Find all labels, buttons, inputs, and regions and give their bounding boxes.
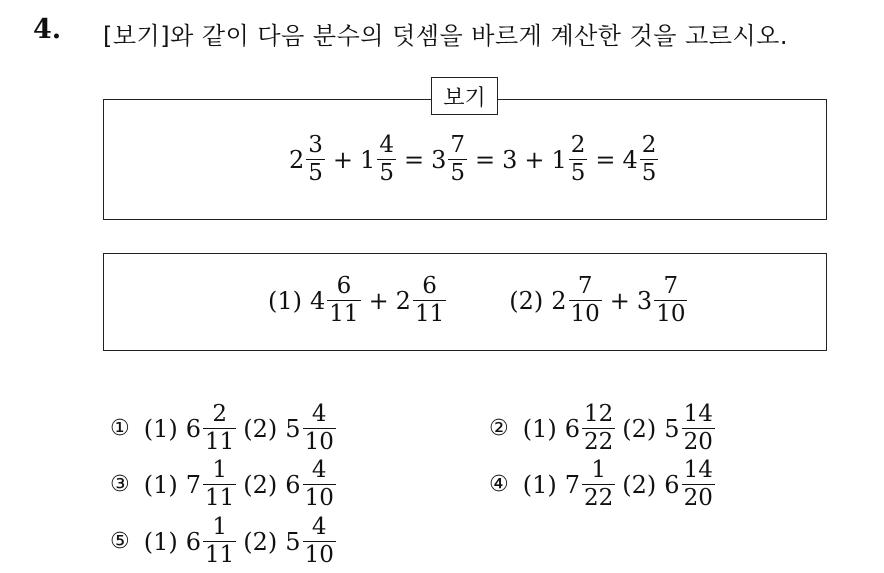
fraction	[582, 403, 615, 454]
denominator: 11	[329, 301, 359, 327]
choice-label: (1)	[143, 527, 178, 556]
denominator: 11	[205, 542, 235, 568]
choice-5[interactable]	[110, 516, 337, 567]
choice-2[interactable]	[489, 403, 716, 454]
denominator: 5	[379, 160, 394, 186]
numerator: 4	[311, 401, 327, 427]
denominator: 10	[304, 429, 334, 455]
numerator: 3	[308, 132, 323, 158]
denominator: 20	[683, 429, 713, 455]
choice-label: (1)	[143, 470, 178, 499]
numerator: 2	[641, 132, 657, 158]
question-number: 4.	[33, 14, 62, 45]
choice-label: (1)	[522, 470, 557, 499]
fraction	[682, 459, 715, 510]
plus-sign: +	[368, 286, 389, 315]
denominator: 11	[414, 301, 445, 327]
problems-row	[268, 275, 688, 326]
choice-label: (2)	[243, 470, 278, 499]
fraction	[413, 275, 446, 326]
mixed-whole: 1	[551, 145, 567, 174]
denominator: 5	[450, 160, 465, 186]
fraction	[303, 459, 336, 510]
numerator: 4	[311, 457, 327, 483]
fraction	[203, 459, 236, 510]
plus-sign: +	[332, 145, 354, 174]
fraction	[377, 134, 396, 185]
choice-1[interactable]	[110, 403, 337, 454]
numerator: 1	[212, 514, 227, 540]
denominator: 22	[584, 485, 614, 511]
example-box-title: 보기	[431, 77, 498, 115]
numerator: 2	[212, 401, 227, 427]
plus-sign: +	[524, 145, 545, 174]
mixed-whole: 5	[285, 527, 301, 556]
mixed-whole: 7	[185, 470, 202, 499]
numerator: 2	[570, 132, 586, 158]
fraction	[448, 134, 467, 185]
fraction	[203, 403, 236, 454]
problem-label: (2)	[509, 286, 544, 315]
choice-marker[interactable]: ③	[110, 472, 130, 497]
choice-label: (2)	[622, 470, 657, 499]
choice-label: (2)	[243, 527, 278, 556]
choice-4[interactable]	[489, 459, 716, 510]
numerator: 6	[336, 273, 352, 299]
numerator: 12	[584, 401, 614, 427]
numerator: 1	[212, 457, 227, 483]
mixed-whole: 2	[551, 286, 567, 315]
fraction	[306, 134, 325, 185]
numerator: 1	[591, 457, 606, 483]
mixed-whole: 3	[636, 286, 653, 315]
mixed-whole: 2	[289, 145, 305, 174]
choice-marker[interactable]: ①	[110, 416, 130, 441]
numerator: 6	[422, 273, 437, 299]
example-expression	[289, 134, 659, 185]
fraction	[327, 275, 360, 326]
plus-sign: +	[609, 286, 630, 315]
mixed-whole: 5	[285, 414, 301, 443]
mixed-whole: 4	[622, 145, 638, 174]
denominator: 11	[205, 429, 235, 455]
denominator: 5	[641, 160, 657, 186]
denominator: 10	[304, 485, 334, 511]
choice-marker[interactable]: ④	[489, 472, 509, 497]
fraction	[682, 403, 715, 454]
fraction	[569, 275, 602, 326]
choice-marker[interactable]: ②	[489, 416, 509, 441]
denominator: 10	[304, 542, 334, 568]
choice-3[interactable]	[110, 459, 337, 510]
mixed-whole: 6	[564, 414, 581, 443]
fraction	[582, 459, 615, 510]
problem-label: (1)	[268, 286, 302, 315]
numerator: 7	[577, 273, 593, 299]
numerator: 14	[683, 401, 713, 427]
equals-sign: =	[595, 145, 616, 174]
choice-label: (2)	[243, 414, 278, 443]
choice-marker[interactable]: ⑤	[110, 529, 130, 554]
numerator: 7	[450, 132, 465, 158]
mixed-whole: 6	[664, 470, 680, 499]
choice-label: (1)	[143, 414, 178, 443]
mixed-whole: 6	[185, 527, 202, 556]
numerator: 7	[663, 273, 679, 299]
mixed-whole: 4	[310, 286, 326, 315]
mixed-whole: 2	[395, 286, 411, 315]
fraction	[303, 403, 336, 454]
equals-sign: =	[474, 145, 496, 174]
numerator: 4	[311, 514, 327, 540]
mixed-whole: 1	[360, 145, 376, 174]
mixed-whole: 5	[664, 414, 680, 443]
choice-label: (2)	[622, 414, 657, 443]
fraction	[203, 516, 236, 567]
numerator: 14	[683, 457, 713, 483]
mixed-whole: 6	[285, 470, 301, 499]
equals-sign: =	[403, 145, 425, 174]
integer: 3	[502, 145, 518, 174]
numerator: 4	[379, 132, 394, 158]
mixed-whole: 6	[185, 414, 202, 443]
fraction	[569, 134, 588, 185]
mixed-whole: 3	[431, 145, 447, 174]
denominator: 5	[308, 160, 323, 186]
denominator: 10	[570, 301, 600, 327]
fraction	[654, 275, 687, 326]
denominator: 5	[570, 160, 586, 186]
mixed-whole: 7	[564, 470, 581, 499]
denominator: 11	[205, 485, 235, 511]
fraction	[640, 134, 659, 185]
question-text: [보기]와 같이 다음 분수의 덧셈을 바르게 계산한 것을 고르시오.	[103, 22, 788, 50]
denominator: 10	[656, 301, 686, 327]
fraction	[303, 516, 336, 567]
denominator: 22	[584, 429, 614, 455]
denominator: 20	[683, 485, 713, 511]
choice-label: (1)	[522, 414, 557, 443]
